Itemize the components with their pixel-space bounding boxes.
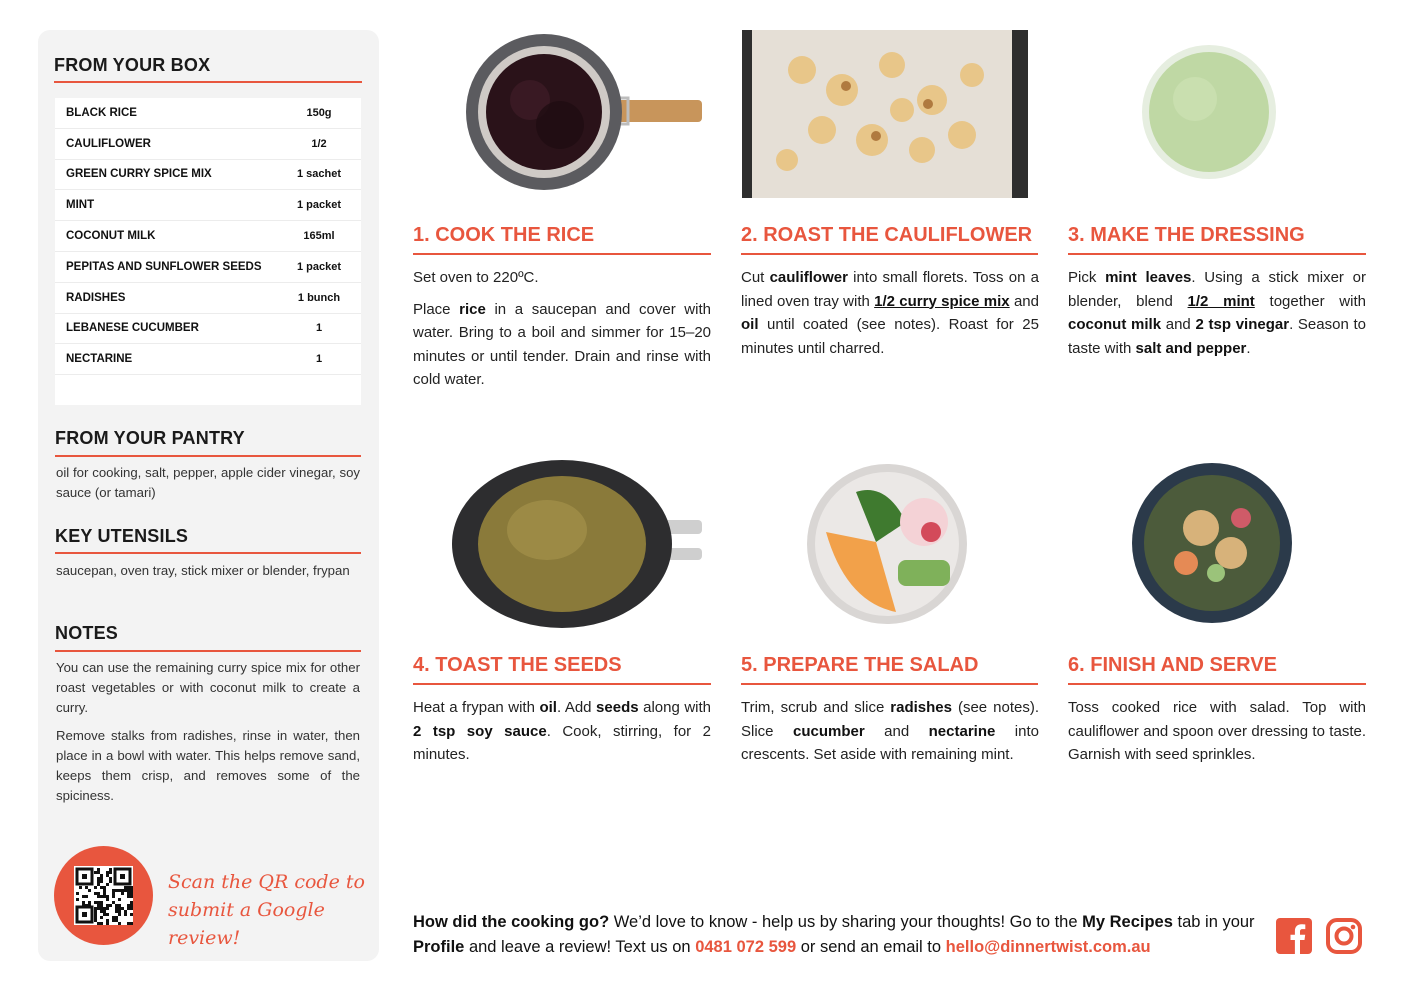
divider — [55, 552, 361, 554]
divider — [741, 683, 1038, 685]
my-recipes-tab-ref: My Recipes — [1082, 913, 1173, 931]
instruction-text: into small florets. Toss on a lined oven tray with — [741, 269, 1039, 310]
footer-text: or send an email to — [796, 938, 946, 956]
instruction-text: until coated (see notes). Roast for 25 minutes until charred. — [741, 316, 1039, 357]
step-5-instructions — [741, 696, 1039, 775]
step-5-title: 5. PREPARE THE SALAD — [741, 654, 979, 676]
instruction-text: Cut — [741, 269, 770, 286]
ingredient-row — [55, 252, 361, 283]
instruction-paragraph — [741, 696, 1039, 767]
step-6-title: 6. FINISH AND SERVE — [1068, 654, 1277, 676]
ingredient-row — [55, 98, 361, 129]
instruction-text: and — [1161, 316, 1196, 333]
step-6-instructions — [1068, 696, 1366, 775]
instruction-text: Place — [413, 300, 460, 318]
ingredient-row — [55, 344, 361, 375]
ingredient-portion-highlight: 1/2 mint — [1187, 292, 1255, 310]
step-1-instructions — [413, 266, 711, 400]
footer-lead: How did the cooking go? — [413, 913, 610, 931]
instruction-text: Trim, scrub and slice — [741, 699, 891, 716]
ingredient-highlight: rice — [459, 300, 486, 318]
step-2-instructions — [741, 266, 1039, 368]
instagram-icon[interactable] — [1326, 918, 1362, 954]
ingredient-quantity: 1 — [315, 322, 323, 335]
instruction-paragraph — [413, 266, 711, 290]
email-link[interactable]: hello@dinnertwist.com.au — [945, 938, 1151, 956]
ingredient-portion-highlight: 1/2 curry spice mix — [874, 292, 1010, 310]
salad-ingredients-bowl-photo — [806, 462, 968, 626]
ingredient-highlight: oil — [539, 699, 557, 716]
ingredient-highlight: oil — [741, 316, 759, 333]
ingredient-quantity: 165ml — [303, 230, 335, 243]
ingredients-sidebar — [38, 30, 379, 961]
facebook-icon[interactable] — [1276, 918, 1312, 954]
from-your-pantry-heading: FROM YOUR PANTRY — [55, 428, 245, 448]
utensils-text: saucepan, oven tray, stick mixer or blender, frypan — [56, 563, 350, 578]
qr-caption — [168, 868, 368, 952]
notes-paragraph-2: Remove stalks from radishes, rinse in water, then place in a bowl with water. This helps remove sand, keeps them crisp, and removes some of the spiciness. — [56, 728, 360, 803]
qr-code-badge[interactable] — [54, 846, 153, 945]
ingredient-name: BLACK RICE — [66, 106, 137, 119]
instruction-text: Toss cooked rice with salad. Top with cauliflower and spoon over dressing to taste. Garnish with seed sprinkles. — [1068, 699, 1366, 763]
ingredient-quantity: 1 — [315, 353, 323, 366]
instruction-text: in a saucepan and cover with water. Bring to a boil and simmer for 15–20 minutes or until tender. Drain and rinse with cold water. — [413, 300, 711, 388]
rice-in-sieve-photo — [440, 30, 702, 197]
step-4-title: 4. TOAST THE SEEDS — [413, 654, 622, 676]
instruction-text: . Add — [556, 699, 597, 716]
qr-caption-line-2: submit a Google review! — [168, 899, 325, 949]
ingredient-highlight: salt and pepper — [1135, 339, 1247, 357]
instruction-text: . Using a stick mixer or blender, blend — [1068, 269, 1366, 310]
roasted-cauliflower-tray-photo — [742, 30, 1028, 198]
ingredient-quantity: 1 packet — [296, 199, 342, 212]
divider — [413, 253, 711, 255]
footer-text: We’d love to know - help us by sharing your thoughts! Go to the — [609, 913, 1083, 931]
step-3-title: 3. MAKE THE DRESSING — [1068, 224, 1305, 246]
instruction-paragraph — [1068, 266, 1366, 360]
step-2-title: 2. ROAST THE CAULIFLOWER — [741, 224, 1033, 246]
divider — [741, 253, 1038, 255]
instruction-text: (see notes). Slice — [741, 699, 1040, 740]
ingredient-name: CAULIFLOWER — [66, 137, 151, 150]
ingredient-highlight: radishes — [890, 699, 952, 716]
instruction-text: and — [864, 722, 929, 740]
ingredient-highlight: cauliflower — [769, 269, 848, 286]
ingredient-quantity: 1/2 — [311, 137, 327, 150]
step-3-instructions — [1068, 266, 1366, 368]
ingredient-name: LEBANESE CUCUMBER — [66, 322, 199, 335]
ingredient-quantity: 1 bunch — [297, 291, 341, 304]
instruction-text: along with — [638, 699, 712, 716]
footer-text: tab in your — [1172, 913, 1255, 931]
instruction-text: . Cook, stirring, for 2 minutes. — [413, 722, 711, 763]
divider — [413, 683, 711, 685]
instruction-paragraph — [413, 696, 711, 767]
finished-dish-bowl-photo — [1131, 463, 1293, 623]
divider — [55, 455, 361, 457]
ingredient-name: COCONUT MILK — [66, 230, 156, 243]
ingredient-name: PEPITAS AND SUNFLOWER SEEDS — [66, 260, 262, 273]
ingredient-row — [55, 221, 361, 252]
ingredient-quantity: 1 sachet — [296, 168, 342, 181]
from-your-box-heading: FROM YOUR BOX — [54, 55, 211, 75]
ingredient-highlight: cucumber — [792, 722, 865, 740]
ingredient-name: RADISHES — [66, 291, 126, 304]
ingredient-row — [55, 283, 361, 314]
divider — [1068, 253, 1366, 255]
instruction-text: Set oven to 220ºC. — [413, 269, 539, 286]
ingredient-quantity: 150g — [306, 106, 332, 119]
instruction-paragraph — [1068, 696, 1366, 767]
ingredient-name: GREEN CURRY SPICE MIX — [66, 168, 212, 181]
instruction-text: Pick — [1068, 269, 1106, 286]
step-4-instructions — [413, 696, 711, 775]
ingredient-highlight: mint leaves — [1105, 269, 1192, 286]
ingredient-highlight: coconut milk — [1068, 316, 1162, 333]
ingredient-name: NECTARINE — [66, 353, 133, 366]
qr-code[interactable] — [74, 866, 133, 925]
pantry-text: oil for cooking, salt, pepper, apple cider vinegar, soy sauce (or tamari) — [56, 465, 360, 500]
ingredient-highlight: 2 tsp vinegar — [1195, 316, 1290, 333]
green-dressing-bowl-photo — [1140, 44, 1278, 180]
ingredient-name: MINT — [66, 199, 95, 212]
instruction-text: Heat a frypan with — [413, 699, 540, 716]
phone-link[interactable]: 0481 072 599 — [695, 938, 797, 956]
divider — [55, 650, 361, 652]
instruction-text: together with — [1254, 292, 1366, 310]
instruction-text: . — [1246, 339, 1251, 357]
key-utensils-heading: KEY UTENSILS — [55, 526, 189, 546]
notes-heading: NOTES — [55, 623, 119, 643]
notes-paragraph-1: You can use the remaining curry spice mix for other roast vegetables or with coconut milk to create a curry. — [56, 660, 360, 715]
ingredient-quantity: 1 packet — [296, 260, 342, 273]
ingredient-highlight: 2 tsp soy sauce — [413, 722, 547, 740]
instruction-text: and — [1009, 292, 1039, 310]
ingredient-row — [55, 129, 361, 160]
step-1-title: 1. COOK THE RICE — [413, 224, 595, 246]
divider — [54, 81, 362, 83]
footer-text: and leave a review! Text us on — [464, 938, 696, 956]
ingredient-row — [55, 190, 361, 221]
ingredients-table — [55, 98, 361, 405]
profile-ref: Profile — [413, 938, 465, 956]
seeds-in-frypan-photo — [452, 460, 702, 628]
ingredient-row — [55, 160, 361, 191]
instruction-paragraph — [413, 298, 711, 392]
qr-caption-line-1: Scan the QR code to — [168, 871, 365, 893]
ingredient-highlight: seeds — [596, 699, 639, 716]
divider — [1068, 683, 1366, 685]
instruction-text: into crescents. Set aside with remaining mint. — [741, 722, 1039, 763]
ingredient-highlight: nectarine — [928, 722, 996, 740]
review-footer — [413, 910, 1263, 960]
instruction-paragraph — [741, 266, 1039, 360]
instruction-text: . Season to taste with — [1068, 316, 1366, 357]
ingredient-row — [55, 314, 361, 345]
